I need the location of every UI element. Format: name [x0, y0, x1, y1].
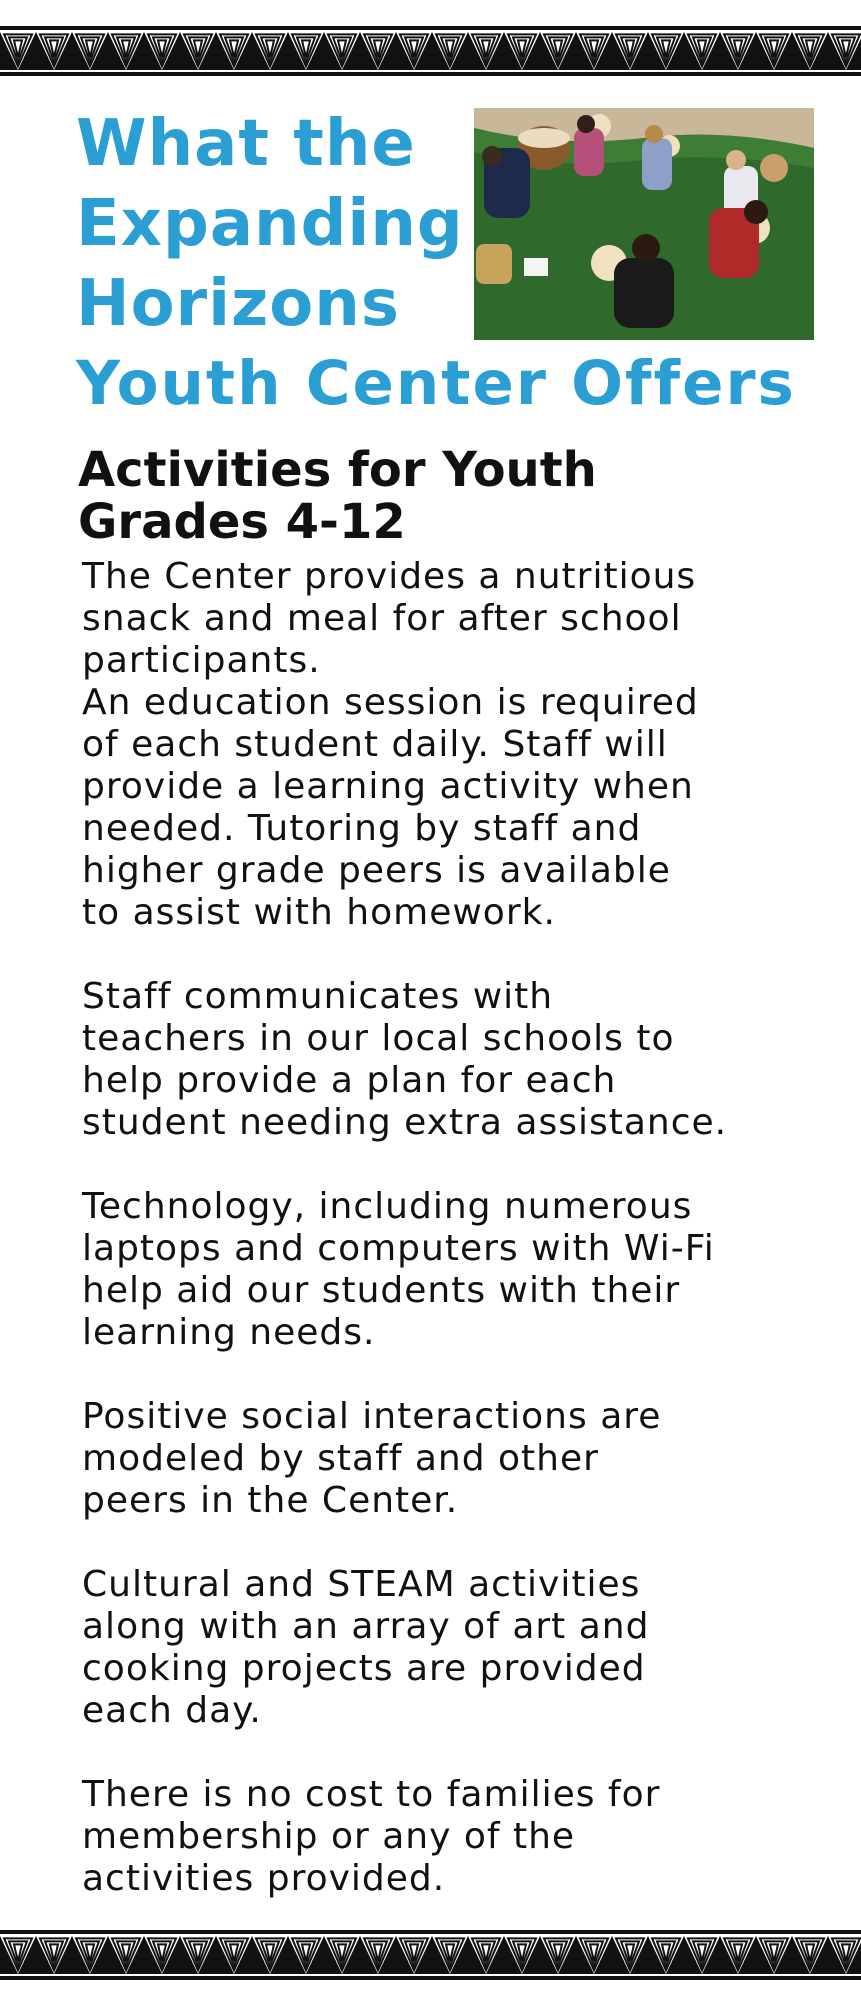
- text-line: to assist with homework.: [82, 892, 556, 933]
- text-line: each day.: [82, 1690, 262, 1731]
- text-line: help provide a plan for each: [82, 1060, 617, 1101]
- text-line: provide a learning activity when: [82, 766, 694, 807]
- text-line: Staff communicates with: [82, 976, 554, 1017]
- paragraph-social: [82, 1396, 802, 1522]
- section-heading: [78, 444, 798, 548]
- paragraph-gap: [82, 934, 802, 976]
- body-text: [82, 556, 802, 1900]
- text-line: The Center provides a nutritious: [82, 556, 697, 597]
- decorative-border-bottom: [0, 1930, 861, 1980]
- text-line: membership or any of the: [82, 1816, 576, 1857]
- triangle-pattern-top: [0, 26, 861, 76]
- paragraph-gap: [82, 1354, 802, 1396]
- paragraph-education: [82, 682, 802, 934]
- headline-line-2: Expanding: [76, 187, 464, 261]
- headline-line-1: What the: [76, 107, 416, 181]
- text-line: higher grade peers is available: [82, 850, 671, 891]
- text-line: modeled by staff and other: [82, 1438, 599, 1479]
- text-line: snack and meal for after school: [82, 598, 682, 639]
- paragraph-snack: [82, 556, 802, 682]
- text-line: laptops and computers with Wi-Fi: [82, 1228, 715, 1269]
- youth-photo: [474, 108, 814, 340]
- text-line: student needing extra assistance.: [82, 1102, 728, 1143]
- headline-line-3: Horizons: [76, 267, 400, 341]
- section-heading-line-1: Activities for Youth: [78, 442, 597, 498]
- paragraph-cost: [82, 1774, 802, 1900]
- headline: [76, 104, 476, 344]
- text-line: peers in the Center.: [82, 1480, 459, 1521]
- text-line: Positive social interactions are: [82, 1396, 662, 1437]
- paragraph-gap: [82, 1522, 802, 1564]
- paragraph-gap: [82, 1732, 802, 1774]
- decorative-border-top: [0, 26, 861, 76]
- text-line: participants.: [82, 640, 321, 681]
- text-line: activities provided.: [82, 1858, 446, 1899]
- text-line: needed. Tutoring by staff and: [82, 808, 642, 849]
- text-line: learning needs.: [82, 1312, 376, 1353]
- paragraph-technology: [82, 1186, 802, 1354]
- paragraph-steam: [82, 1564, 802, 1732]
- text-line: There is no cost to families for: [82, 1774, 661, 1815]
- text-line: teachers in our local schools to: [82, 1018, 675, 1059]
- headline-line-4: Youth Center Offers: [76, 348, 796, 419]
- text-line: cooking projects are provided: [82, 1648, 646, 1689]
- text-line: An education session is required: [82, 682, 699, 723]
- text-line: of each student daily. Staff will: [82, 724, 668, 765]
- text-line: along with an array of art and: [82, 1606, 650, 1647]
- photo-illustration: [474, 108, 814, 340]
- section-heading-line-2: Grades 4-12: [78, 494, 406, 550]
- text-line: Cultural and STEAM activities: [82, 1564, 641, 1605]
- text-line: help aid our students with their: [82, 1270, 681, 1311]
- text-line: Technology, including numerous: [82, 1186, 693, 1227]
- paragraph-gap: [82, 1144, 802, 1186]
- paragraph-teachers: [82, 976, 802, 1144]
- triangle-pattern-bottom: [0, 1930, 861, 1980]
